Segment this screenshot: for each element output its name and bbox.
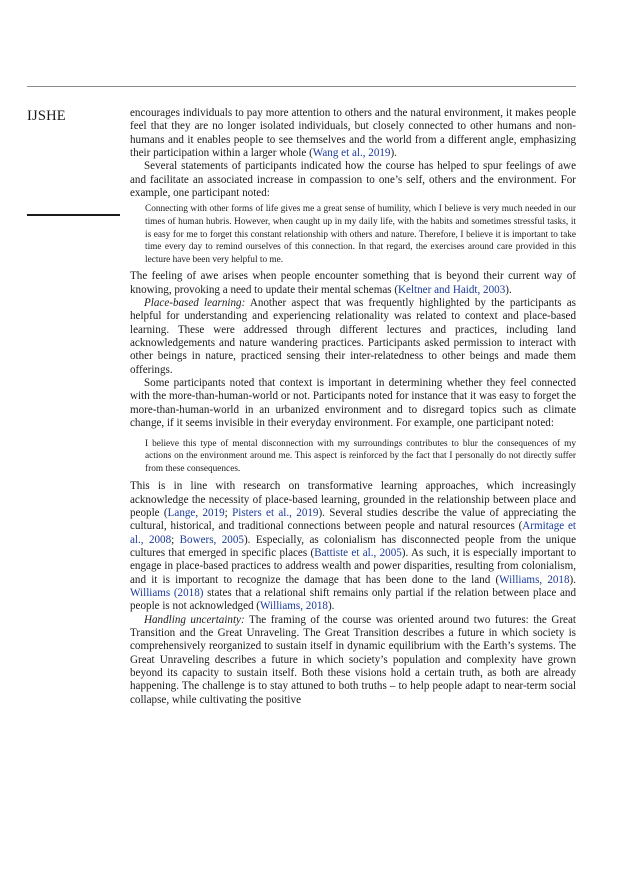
citation-link[interactable]: Williams, 2018 (260, 600, 328, 613)
text-run: ; (224, 506, 233, 519)
paragraph-7 (130, 614, 576, 707)
text-run: ). (327, 600, 335, 613)
citation-link[interactable]: Williams, 2018 (499, 573, 570, 586)
paragraph-6 (130, 480, 576, 613)
body-column (130, 107, 576, 707)
paragraph-3 (130, 270, 576, 297)
block-quote-1: Connecting with other forms of life gives me a great sense of humility, which I believe is very much needed in our times of human hubris. However, when caught up in my daily life, with the habits and sometimes stressful tasks, it is easy for me to forget this constant relationship with others and nature. Therefore, I believe it is important to take time every day to remind ourselves of this connection. In that regard, the exercises around care provided in this lecture have been very helpful to me. (145, 204, 576, 265)
text-run: encourages individuals to pay more attention to others and the natural environment, it makes people feel that they are no longer isolated individuals, but closely connected to other humans and non-humans and it enables people to see themselves and the world from a different angle, emphasizing their participation within a larger whole ( (130, 107, 576, 160)
text-run: ). As such, it is especially important to engage in place-based practices to address wealth and power disparities, resulting from colonialism, and it is important to recognize the damage that has been done to the land ( (130, 547, 576, 586)
section-heading-inline: Handling uncertainty: (144, 613, 245, 626)
text-run: ; (171, 533, 180, 546)
text-run: The framing of the course was oriented around two futures: the Great Transition and the Great Unraveling. The Great Transition describes a future in which society is comprehensively reorganized to sustain itself in dynamic equilibrium with the Earth’s systems. The Great Unraveling describes a future in which society’s population and complexity have grown beyond its capacity to sustain itself. Both these visions hold a certain truth, as both are already happening. The challenge is to stay attuned to both truths – to help people adapt to near-term social collapse, while cultivating the positive (130, 613, 576, 706)
citation-link[interactable]: Battiste et al., 2005 (314, 547, 402, 559)
citation-link[interactable]: Williams (2018) (130, 587, 204, 600)
citation-link[interactable]: Armitage et al., 2008 (130, 520, 576, 546)
citation-link[interactable]: Pisters et al., 2019 (232, 506, 319, 519)
text-run: This is in line with research on transformative learning approaches, which increasingly acknowledge the necessity of place-based learning, grounded in the relationship between place and people ( (130, 480, 576, 519)
paragraph-1 (130, 107, 576, 160)
paragraph-2: Several statements of participants indicated how the course has helped to spur feelings of awe and facilitate an associated increase in compassion to one’s self, others and the environment. For example, one participant noted: (130, 160, 576, 200)
text-run: states that a relational shift remains only partial if the relation between place and people is not acknowledged ( (130, 587, 576, 613)
margin-rule (27, 214, 120, 216)
text-run: ). (569, 573, 576, 586)
section-heading-inline: Place-based learning: (144, 297, 246, 310)
text-run: Another aspect that was frequently highlighted by the participants as helpful for understanding and experiencing relationality was related to context and place-based learning. These were addressed through different lectures and practices, including land acknowledgements and nature wandering practices. Participants asked permission to interact with other beings in nature, practiced sensing their inter-relatedness to other beings and made them offerings. (130, 297, 577, 376)
text-run: The feeling of awe arises when people encounter something that is beyond their current way of knowing, provoking a need to update their mental schemas ( (130, 270, 576, 296)
citation-link[interactable]: Wang et al., 2019 (312, 147, 391, 160)
text-run: ). Especially, as colonialism has disconnected people from the unique cultures that emerged in specific places ( (130, 533, 576, 559)
block-quote-2: I believe this type of mental disconnection with my surroundings contributes to blur the consequences of my actions on the environment around me. This aspect is reinforced by the fact that I personally do not directly suffer from these consequences. (145, 438, 576, 474)
paragraph-5: Some participants noted that context is important in determining whether they feel connected with the more-than-human-world or not. Participants noted for instance that it was easy to forget the more-than-human-world in an urbanized environment and to disregard topics such as climate change, if it seems invisible in their everyday environment. For example, one participant noted: (130, 377, 576, 430)
text-run: ). Several studies describe the value of appreciating the cultural, historical, and traditional connections between people and natural resources ( (130, 506, 576, 533)
paragraph-4 (130, 297, 576, 377)
text-run: ). (390, 147, 397, 160)
text-run: ). (505, 283, 512, 296)
header-rule (27, 86, 576, 87)
citation-link[interactable]: Lange, 2019 (167, 506, 225, 519)
citation-link[interactable]: Bowers, 2005 (179, 533, 244, 546)
journal-abbreviation: IJSHE (27, 108, 66, 124)
citation-link[interactable]: Keltner and Haidt, 2003 (398, 283, 506, 296)
